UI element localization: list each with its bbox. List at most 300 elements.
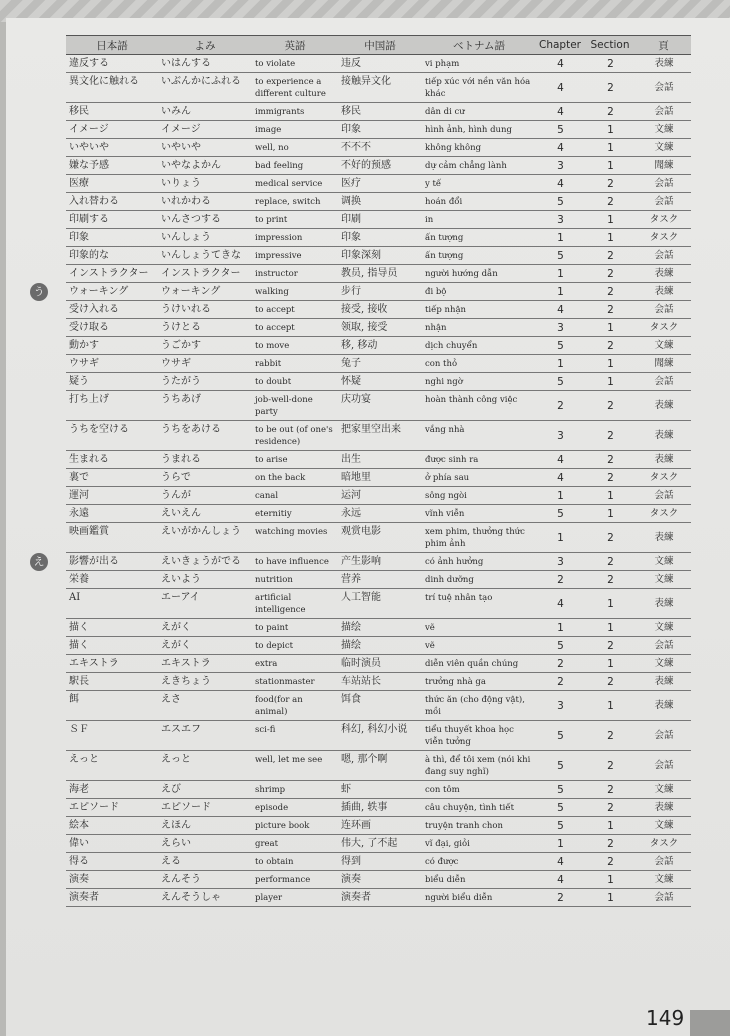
table-row — [66, 673, 691, 691]
page-category: 表練 — [636, 55, 691, 73]
term-vietnamese: xem phim, thưởng thức phim ảnh — [422, 523, 536, 553]
term-japanese: 受け入れる — [66, 301, 158, 319]
chapter-number: 4 — [536, 451, 584, 469]
chapter-number: 1 — [536, 835, 584, 853]
chapter-number: 5 — [536, 373, 584, 391]
term-reading: えいよう — [158, 571, 252, 589]
page-category: タスク — [636, 469, 691, 487]
term-english: instructor — [252, 265, 338, 283]
term-chinese: 插曲, 轶事 — [338, 799, 422, 817]
term-chinese: 营养 — [338, 571, 422, 589]
header-japanese: 日本語 — [66, 36, 158, 55]
page-category: 文練 — [636, 139, 691, 157]
term-reading: うちをあける — [158, 421, 252, 451]
page-category: 文練 — [636, 571, 691, 589]
section-number: 2 — [584, 175, 636, 193]
table-row — [66, 157, 691, 175]
page-category: 文練 — [636, 553, 691, 571]
term-reading: えんそうしゃ — [158, 889, 252, 907]
term-reading: えび — [158, 781, 252, 799]
term-japanese: 演奏 — [66, 871, 158, 889]
table-row — [66, 55, 691, 73]
term-japanese: 違反する — [66, 55, 158, 73]
term-english: artificial intelligence — [252, 589, 338, 619]
term-chinese: 观赏电影 — [338, 523, 422, 553]
term-english: to depict — [252, 637, 338, 655]
term-chinese: 虾 — [338, 781, 422, 799]
page-category: 聞練 — [636, 157, 691, 175]
term-english: to doubt — [252, 373, 338, 391]
table-row — [66, 73, 691, 103]
page-category: 表練 — [636, 523, 691, 553]
term-chinese: 印刷 — [338, 211, 422, 229]
table-body — [66, 55, 691, 907]
section-number: 2 — [584, 337, 636, 355]
chapter-number: 5 — [536, 337, 584, 355]
chapter-number: 2 — [536, 673, 584, 691]
term-chinese: 产生影响 — [338, 553, 422, 571]
table-row — [66, 505, 691, 523]
term-japanese: 偉い — [66, 835, 158, 853]
term-vietnamese: trưởng nhà ga — [422, 673, 536, 691]
term-japanese: 裏で — [66, 469, 158, 487]
term-chinese: 步行 — [338, 283, 422, 301]
table-row — [66, 421, 691, 451]
section-number: 1 — [584, 355, 636, 373]
term-reading: いれかわる — [158, 193, 252, 211]
term-chinese: 调换 — [338, 193, 422, 211]
section-number: 1 — [584, 157, 636, 175]
term-chinese: 不不不 — [338, 139, 422, 157]
table-row — [66, 373, 691, 391]
chapter-number: 5 — [536, 505, 584, 523]
term-japanese: 入れ替わる — [66, 193, 158, 211]
vocabulary-table — [66, 35, 691, 907]
term-chinese: 兔子 — [338, 355, 422, 373]
term-chinese: 移, 移动 — [338, 337, 422, 355]
term-reading: えんそう — [158, 871, 252, 889]
term-reading: えほん — [158, 817, 252, 835]
term-english: well, no — [252, 139, 338, 157]
table-row — [66, 301, 691, 319]
table-row — [66, 355, 691, 373]
chapter-number: 1 — [536, 355, 584, 373]
term-english: food(for an animal) — [252, 691, 338, 721]
term-reading: える — [158, 853, 252, 871]
term-english: job-well-done party — [252, 391, 338, 421]
term-japanese: 得る — [66, 853, 158, 871]
term-vietnamese: tiếp xúc với nền văn hóa khác — [422, 73, 536, 103]
chapter-number: 1 — [536, 265, 584, 283]
term-japanese: 運河 — [66, 487, 158, 505]
term-english: eternitiy — [252, 505, 338, 523]
chapter-number: 4 — [536, 469, 584, 487]
chapter-number: 4 — [536, 589, 584, 619]
page-category: 文練 — [636, 781, 691, 799]
term-chinese: 印象深刻 — [338, 247, 422, 265]
table-row — [66, 835, 691, 853]
term-reading: えいきょうがでる — [158, 553, 252, 571]
chapter-number: 2 — [536, 889, 584, 907]
term-vietnamese: thức ăn (cho động vật), mồi — [422, 691, 536, 721]
term-vietnamese: hình ảnh, hình dung — [422, 121, 536, 139]
table-row — [66, 391, 691, 421]
term-chinese: 领取, 接受 — [338, 319, 422, 337]
term-english: stationmaster — [252, 673, 338, 691]
term-vietnamese: con tôm — [422, 781, 536, 799]
section-badge: え — [30, 553, 48, 571]
page-category: 表練 — [636, 691, 691, 721]
page-category: 文練 — [636, 121, 691, 139]
term-reading: えがく — [158, 619, 252, 637]
table-row — [66, 889, 691, 907]
section-number: 1 — [584, 229, 636, 247]
section-number: 1 — [584, 655, 636, 673]
term-chinese: 嗯, 那个啊 — [338, 751, 422, 781]
term-reading: エーアイ — [158, 589, 252, 619]
section-number: 2 — [584, 391, 636, 421]
page-category: 会話 — [636, 487, 691, 505]
page-category: 会話 — [636, 373, 691, 391]
term-vietnamese: ấn tượng — [422, 229, 536, 247]
term-japanese: 映画鑑賞 — [66, 523, 158, 553]
table-row — [66, 337, 691, 355]
term-english: bad feeling — [252, 157, 338, 175]
page-category: 聞練 — [636, 355, 691, 373]
table-row — [66, 691, 691, 721]
section-number: 2 — [584, 781, 636, 799]
term-japanese: 嫌な予感 — [66, 157, 158, 175]
term-english: canal — [252, 487, 338, 505]
term-chinese: 出生 — [338, 451, 422, 469]
table-row — [66, 523, 691, 553]
term-chinese: 违反 — [338, 55, 422, 73]
book-page — [6, 18, 730, 1036]
chapter-number: 5 — [536, 121, 584, 139]
term-reading: イメージ — [158, 121, 252, 139]
term-japanese: ＳＦ — [66, 721, 158, 751]
page-category: タスク — [636, 505, 691, 523]
page-category: 文練 — [636, 871, 691, 889]
table-row — [66, 589, 691, 619]
term-reading: えがく — [158, 637, 252, 655]
chapter-number: 5 — [536, 721, 584, 751]
section-number: 1 — [584, 619, 636, 637]
term-vietnamese: hoán đổi — [422, 193, 536, 211]
term-english: to accept — [252, 319, 338, 337]
term-english: medical service — [252, 175, 338, 193]
term-english: walking — [252, 283, 338, 301]
chapter-number: 3 — [536, 421, 584, 451]
term-vietnamese: đi bộ — [422, 283, 536, 301]
term-chinese: 接触异文化 — [338, 73, 422, 103]
term-reading: ウサギ — [158, 355, 252, 373]
table-row — [66, 781, 691, 799]
term-english: image — [252, 121, 338, 139]
term-japanese: 餌 — [66, 691, 158, 721]
term-japanese: 描く — [66, 637, 158, 655]
term-english: shrimp — [252, 781, 338, 799]
section-number: 2 — [584, 799, 636, 817]
term-japanese: 海老 — [66, 781, 158, 799]
term-reading: うちあげ — [158, 391, 252, 421]
term-vietnamese: con thỏ — [422, 355, 536, 373]
section-number: 2 — [584, 421, 636, 451]
chapter-number: 4 — [536, 103, 584, 121]
section-number: 2 — [584, 73, 636, 103]
term-japanese: いやいや — [66, 139, 158, 157]
chapter-number: 3 — [536, 691, 584, 721]
page-category: タスク — [636, 229, 691, 247]
term-vietnamese: có ảnh hưởng — [422, 553, 536, 571]
page-category: 会話 — [636, 193, 691, 211]
term-vietnamese: vẽ — [422, 619, 536, 637]
table-row — [66, 211, 691, 229]
page-category: 文練 — [636, 337, 691, 355]
section-number: 1 — [584, 487, 636, 505]
term-japanese: 影響が出る — [66, 553, 158, 571]
chapter-number: 1 — [536, 229, 584, 247]
term-chinese: 怀疑 — [338, 373, 422, 391]
page-category: 表練 — [636, 799, 691, 817]
chapter-number: 5 — [536, 193, 584, 211]
term-japanese: 印刷する — [66, 211, 158, 229]
term-reading: うらで — [158, 469, 252, 487]
page-category: 会話 — [636, 637, 691, 655]
section-number: 1 — [584, 889, 636, 907]
page-category: 会話 — [636, 73, 691, 103]
term-chinese: 庆功宴 — [338, 391, 422, 421]
page-category: 会話 — [636, 247, 691, 265]
table-row — [66, 229, 691, 247]
section-badge: う — [30, 283, 48, 301]
chapter-number: 4 — [536, 871, 584, 889]
table-row — [66, 853, 691, 871]
term-reading: エピソード — [158, 799, 252, 817]
page-category: タスク — [636, 319, 691, 337]
term-english: on the back — [252, 469, 338, 487]
table-row — [66, 637, 691, 655]
table-row — [66, 871, 691, 889]
section-number: 1 — [584, 211, 636, 229]
term-reading: インストラクター — [158, 265, 252, 283]
term-vietnamese: truyện tranh chon — [422, 817, 536, 835]
section-number: 2 — [584, 853, 636, 871]
term-english: impression — [252, 229, 338, 247]
term-vietnamese: biểu diễn — [422, 871, 536, 889]
term-japanese: ウサギ — [66, 355, 158, 373]
table-row — [66, 751, 691, 781]
term-vietnamese: vi phạm — [422, 55, 536, 73]
section-number: 1 — [584, 505, 636, 523]
page-category: 会話 — [636, 721, 691, 751]
chapter-number: 3 — [536, 211, 584, 229]
header-chapter: Chapter — [536, 36, 584, 55]
page-category: 表練 — [636, 283, 691, 301]
term-reading: うけいれる — [158, 301, 252, 319]
term-japanese: 駅長 — [66, 673, 158, 691]
term-vietnamese: ở phía sau — [422, 469, 536, 487]
term-chinese: 车站站长 — [338, 673, 422, 691]
section-number: 2 — [584, 523, 636, 553]
term-english: replace, switch — [252, 193, 338, 211]
term-vietnamese: vắng nhà — [422, 421, 536, 451]
term-japanese: 生まれる — [66, 451, 158, 469]
term-chinese: 描绘 — [338, 619, 422, 637]
term-vietnamese: vĩnh viễn — [422, 505, 536, 523]
term-japanese: 動かす — [66, 337, 158, 355]
page-category: タスク — [636, 211, 691, 229]
term-chinese: 医疗 — [338, 175, 422, 193]
page-category: 表練 — [636, 265, 691, 283]
term-chinese: 把家里空出来 — [338, 421, 422, 451]
page-category: 表練 — [636, 589, 691, 619]
term-chinese: 教员, 指导员 — [338, 265, 422, 283]
table-row — [66, 553, 691, 571]
chapter-number: 5 — [536, 247, 584, 265]
section-number: 2 — [584, 553, 636, 571]
term-vietnamese: có được — [422, 853, 536, 871]
header-vietnamese: ベトナム語 — [422, 36, 536, 55]
chapter-number: 3 — [536, 553, 584, 571]
term-vietnamese: in — [422, 211, 536, 229]
chapter-number: 4 — [536, 73, 584, 103]
term-japanese: 疑う — [66, 373, 158, 391]
term-reading: えさ — [158, 691, 252, 721]
section-number: 1 — [584, 871, 636, 889]
term-vietnamese: người hướng dẫn — [422, 265, 536, 283]
section-number: 2 — [584, 673, 636, 691]
section-number: 2 — [584, 469, 636, 487]
table-row — [66, 817, 691, 835]
term-english: sci-fi — [252, 721, 338, 751]
term-chinese: 演奏 — [338, 871, 422, 889]
term-japanese: 移民 — [66, 103, 158, 121]
term-english: watching movies — [252, 523, 338, 553]
term-chinese: 得到 — [338, 853, 422, 871]
header-reading: よみ — [158, 36, 252, 55]
term-reading: うんが — [158, 487, 252, 505]
chapter-number: 1 — [536, 523, 584, 553]
term-japanese: 医療 — [66, 175, 158, 193]
term-chinese: 移民 — [338, 103, 422, 121]
term-vietnamese: à thì, để tôi xem (nói khi đang suy nghĩ) — [422, 751, 536, 781]
table-row — [66, 175, 691, 193]
term-chinese: 暗地里 — [338, 469, 422, 487]
table-row — [66, 247, 691, 265]
table-row — [66, 571, 691, 589]
section-number: 2 — [584, 451, 636, 469]
term-reading: えいえん — [158, 505, 252, 523]
page-category: 文練 — [636, 619, 691, 637]
term-reading: えいがかんしょう — [158, 523, 252, 553]
section-number: 2 — [584, 571, 636, 589]
page-category: 表練 — [636, 391, 691, 421]
section-number: 1 — [584, 589, 636, 619]
term-english: to experience a different culture — [252, 73, 338, 103]
term-vietnamese: dân di cư — [422, 103, 536, 121]
term-chinese: 连环画 — [338, 817, 422, 835]
term-japanese: エピソード — [66, 799, 158, 817]
section-number: 1 — [584, 139, 636, 157]
table-row — [66, 721, 691, 751]
chapter-number: 4 — [536, 139, 584, 157]
chapter-number: 1 — [536, 487, 584, 505]
table-row — [66, 619, 691, 637]
term-vietnamese: nghi ngờ — [422, 373, 536, 391]
chapter-number: 1 — [536, 283, 584, 301]
page-category: 文練 — [636, 655, 691, 673]
term-chinese: 运河 — [338, 487, 422, 505]
term-chinese: 印象 — [338, 121, 422, 139]
chapter-number: 2 — [536, 391, 584, 421]
term-english: impressive — [252, 247, 338, 265]
term-japanese: インストラクター — [66, 265, 158, 283]
table-row — [66, 451, 691, 469]
page-category: タスク — [636, 835, 691, 853]
term-english: player — [252, 889, 338, 907]
term-vietnamese: dự cảm chẳng lành — [422, 157, 536, 175]
term-vietnamese: dinh dưỡng — [422, 571, 536, 589]
chapter-number: 5 — [536, 781, 584, 799]
term-vietnamese: được sinh ra — [422, 451, 536, 469]
table-row — [66, 319, 691, 337]
term-chinese: 伟大, 了不起 — [338, 835, 422, 853]
term-japanese: 受け取る — [66, 319, 158, 337]
term-vietnamese: vẽ — [422, 637, 536, 655]
term-reading: うたがう — [158, 373, 252, 391]
table-row — [66, 487, 691, 505]
term-chinese: 临时演员 — [338, 655, 422, 673]
section-number: 2 — [584, 835, 636, 853]
term-japanese: 栄養 — [66, 571, 158, 589]
chapter-number: 5 — [536, 637, 584, 655]
table-row — [66, 103, 691, 121]
term-reading: いはんする — [158, 55, 252, 73]
page-category: 会話 — [636, 889, 691, 907]
term-english: to have influence — [252, 553, 338, 571]
term-vietnamese: người biểu diễn — [422, 889, 536, 907]
term-reading: うけとる — [158, 319, 252, 337]
section-number: 2 — [584, 55, 636, 73]
section-number: 2 — [584, 637, 636, 655]
term-english: to accept — [252, 301, 338, 319]
chapter-number: 2 — [536, 571, 584, 589]
section-number: 2 — [584, 247, 636, 265]
term-english: to arise — [252, 451, 338, 469]
term-japanese: 印象 — [66, 229, 158, 247]
page-category: 会話 — [636, 853, 691, 871]
term-vietnamese: không không — [422, 139, 536, 157]
term-english: to violate — [252, 55, 338, 73]
term-english: to move — [252, 337, 338, 355]
term-japanese: うちを空ける — [66, 421, 158, 451]
table-row — [66, 139, 691, 157]
chapter-number: 4 — [536, 55, 584, 73]
term-english: great — [252, 835, 338, 853]
page-number: 149 — [646, 1006, 685, 1030]
term-reading: いやいや — [158, 139, 252, 157]
term-vietnamese: trí tuệ nhân tạo — [422, 589, 536, 619]
table-row — [66, 283, 691, 301]
chapter-number: 3 — [536, 157, 584, 175]
table-row — [66, 193, 691, 211]
table-row — [66, 265, 691, 283]
chapter-number: 5 — [536, 751, 584, 781]
term-vietnamese: dịch chuyển — [422, 337, 536, 355]
section-number: 2 — [584, 721, 636, 751]
term-vietnamese: nhận — [422, 319, 536, 337]
